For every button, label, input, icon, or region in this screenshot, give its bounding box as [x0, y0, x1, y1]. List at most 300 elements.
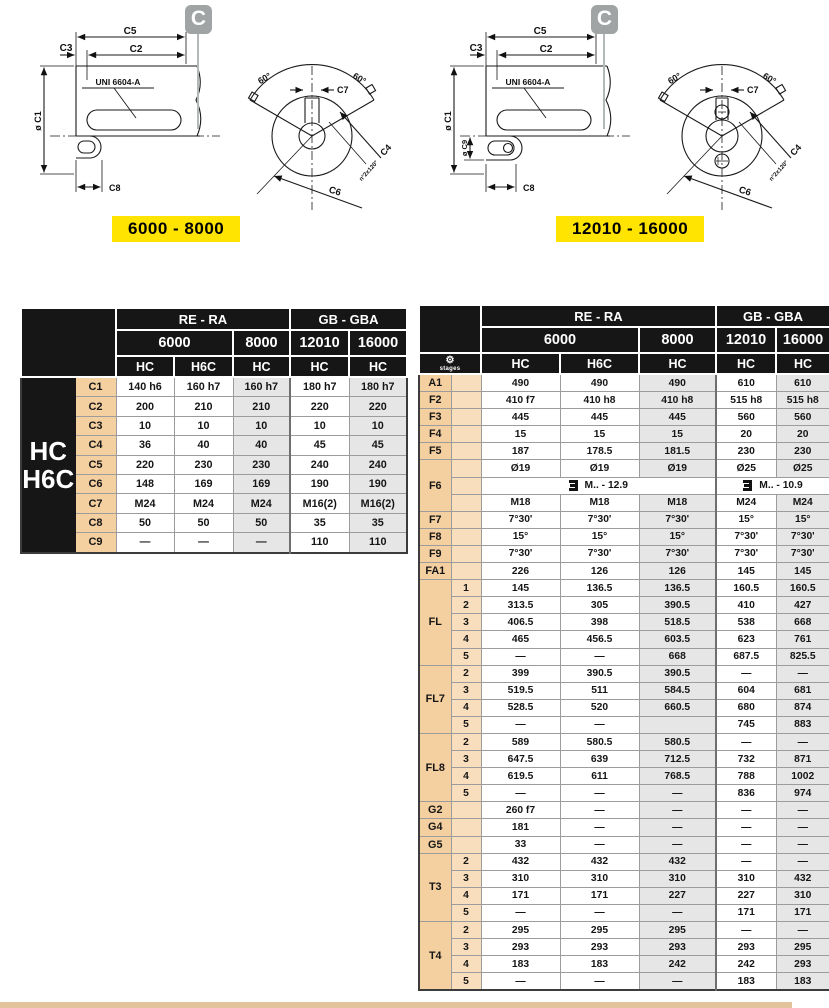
col-group-GBGBA: GB - GBA — [716, 305, 829, 327]
value-cell: 647.5 — [481, 751, 560, 768]
standard-label: UNI 6604-A — [505, 77, 551, 87]
dim-label-c3: C3 — [59, 43, 73, 54]
value-cell: 836 — [716, 785, 776, 802]
table-row — [419, 614, 829, 631]
value-cell: 15° — [639, 528, 716, 545]
value-cell: M24 — [116, 494, 174, 513]
row-label: FL8 — [419, 733, 451, 801]
stage-cell — [451, 443, 481, 460]
value-cell: — — [481, 785, 560, 802]
value-cell: 295 — [481, 922, 560, 939]
row-label: C4 — [75, 436, 116, 455]
value-cell: 190 — [290, 474, 349, 493]
table-row — [21, 436, 407, 455]
table-row — [21, 397, 407, 416]
row-label: C2 — [75, 397, 116, 416]
value-cell: 390.5 — [639, 665, 716, 682]
value-cell: 230 — [776, 443, 829, 460]
value-cell: 974 — [776, 785, 829, 802]
stage-cell: 5 — [451, 716, 481, 733]
table-row — [419, 956, 829, 973]
dim-label-c6: C6 — [327, 184, 343, 199]
value-cell: 180 h7 — [290, 377, 349, 397]
value-cell: 293 — [716, 939, 776, 956]
dim-label-c1: ø C1 — [33, 111, 43, 131]
value-cell: 410 h8 — [560, 392, 639, 409]
screw-class-icon — [743, 480, 754, 491]
dim-label-c8: C8 — [523, 183, 535, 193]
value-cell: 465 — [481, 631, 560, 648]
table-row — [419, 580, 829, 597]
stage-cell — [451, 392, 481, 409]
value-cell: 183 — [560, 956, 639, 973]
value-cell: 160 h7 — [233, 377, 290, 397]
value-cell: 604 — [716, 682, 776, 699]
value-cell: 260 f7 — [481, 802, 560, 819]
value-cell: — — [776, 819, 829, 836]
value-cell: 183 — [716, 973, 776, 991]
col-group-RERA: RE - RA — [116, 308, 290, 330]
value-cell: — — [560, 648, 639, 665]
value-cell: 220 — [290, 397, 349, 416]
variant-HC: HC — [481, 353, 560, 374]
value-cell: 825.5 — [776, 648, 829, 665]
value-cell: — — [560, 716, 639, 733]
value-cell: — — [116, 533, 174, 553]
value-cell: 7°30' — [560, 511, 639, 528]
value-cell: 874 — [776, 699, 829, 716]
value-cell: — — [716, 733, 776, 750]
size-8000: 8000 — [233, 330, 290, 356]
variant-HC: HC — [716, 353, 776, 374]
value-cell: 136.5 — [560, 580, 639, 597]
value-cell: 40 — [174, 436, 233, 455]
variant-HC: HC — [349, 356, 407, 377]
value-cell: 40 — [233, 436, 290, 455]
variant-HC: HC — [290, 356, 349, 377]
value-cell: — — [776, 802, 829, 819]
value-cell: 456.5 — [560, 631, 639, 648]
value-cell: 712.5 — [639, 751, 716, 768]
value-cell: 639 — [560, 751, 639, 768]
size-6000: 6000 — [481, 327, 639, 353]
value-cell: 187 — [481, 443, 560, 460]
value-cell — [639, 716, 716, 733]
stage-cell — [451, 477, 481, 494]
stage-cell — [451, 426, 481, 443]
stage-cell — [451, 511, 481, 528]
col-group-RERA: RE - RA — [481, 305, 716, 327]
value-cell: 171 — [560, 887, 639, 904]
stage-cell: 4 — [451, 887, 481, 904]
row-label: F4 — [419, 426, 451, 443]
value-cell: M24 — [716, 494, 776, 511]
table-row — [419, 853, 829, 870]
stage-cell: 5 — [451, 973, 481, 991]
value-cell: — — [716, 836, 776, 853]
value-cell: 15° — [560, 528, 639, 545]
stage-cell: 5 — [451, 904, 481, 921]
table-row — [419, 785, 829, 802]
value-cell: 788 — [716, 768, 776, 785]
value-cell: 242 — [716, 956, 776, 973]
value-cell: 230 — [716, 443, 776, 460]
value-cell: — — [639, 904, 716, 921]
table-row — [419, 409, 829, 426]
table-row — [419, 682, 829, 699]
value-cell: — — [716, 922, 776, 939]
value-cell: 445 — [639, 409, 716, 426]
value-cell: 668 — [776, 614, 829, 631]
value-cell: 515 h8 — [776, 392, 829, 409]
value-cell: — — [639, 785, 716, 802]
table-row — [21, 533, 407, 553]
table-row — [21, 455, 407, 474]
value-cell: 490 — [560, 374, 639, 392]
value-cell: 310 — [560, 870, 639, 887]
stage-cell — [451, 460, 481, 477]
table-row — [419, 973, 829, 991]
value-cell: 227 — [716, 887, 776, 904]
value-cell: 680 — [716, 699, 776, 716]
value-cell: — — [481, 973, 560, 991]
value-cell: 200 — [116, 397, 174, 416]
value-cell: 10 — [233, 416, 290, 435]
end-view — [249, 65, 382, 210]
table-row — [419, 836, 829, 853]
stage-cell — [451, 528, 481, 545]
value-cell: — — [481, 904, 560, 921]
stage-cell — [451, 563, 481, 580]
value-cell: 10 — [174, 416, 233, 435]
angle-label-right: 60° — [351, 70, 368, 87]
stage-cell: 4 — [451, 956, 481, 973]
value-cell: 560 — [716, 409, 776, 426]
value-cell: 190 — [349, 474, 407, 493]
table-row — [419, 460, 829, 477]
value-cell: 619.5 — [481, 768, 560, 785]
value-cell: — — [560, 973, 639, 991]
value-cell: 178.5 — [560, 443, 639, 460]
value-cell: 36 — [116, 436, 174, 455]
value-cell: 538 — [716, 614, 776, 631]
value-cell: 293 — [481, 939, 560, 956]
value-cell: 145 — [776, 563, 829, 580]
hole-pattern-label: n°2x120° — [768, 159, 790, 183]
stage-cell — [451, 374, 481, 392]
table-row — [419, 392, 829, 409]
size-12010: 12010 — [290, 330, 349, 356]
value-cell: 35 — [349, 513, 407, 532]
value-cell: Ø19 — [481, 460, 560, 477]
value-cell: — — [776, 733, 829, 750]
value-cell: 242 — [639, 956, 716, 973]
table-row — [419, 563, 829, 580]
row-label: C5 — [75, 455, 116, 474]
value-cell: 230 — [233, 455, 290, 474]
table-row — [419, 511, 829, 528]
value-cell: 687.5 — [716, 648, 776, 665]
value-cell: M18 — [639, 494, 716, 511]
col-group-GBGBA: GB - GBA — [290, 308, 407, 330]
table-row — [419, 819, 829, 836]
stage-cell — [451, 409, 481, 426]
value-cell: — — [776, 853, 829, 870]
stage-cell: 3 — [451, 870, 481, 887]
value-cell: 210 — [233, 397, 290, 416]
value-cell: — — [174, 533, 233, 553]
value-cell: 7°30' — [776, 545, 829, 562]
dim-label-c2: C2 — [539, 44, 553, 55]
table-row — [419, 870, 829, 887]
value-cell: M24 — [776, 494, 829, 511]
value-cell: 230 — [174, 455, 233, 474]
section-c-badge: C — [591, 5, 618, 34]
size-12010: 12010 — [716, 327, 776, 353]
row-label: T4 — [419, 922, 451, 991]
header-row-groups — [21, 308, 407, 330]
value-cell: — — [776, 836, 829, 853]
stage-cell — [451, 802, 481, 819]
value-cell: 171 — [776, 904, 829, 921]
stage-cell: 4 — [451, 631, 481, 648]
value-cell: 10 — [116, 416, 174, 435]
value-cell: M18 — [560, 494, 639, 511]
series-name: HC — [29, 435, 68, 466]
value-cell: 10 — [349, 416, 407, 435]
table-row — [21, 513, 407, 532]
value-cell: 110 — [290, 533, 349, 553]
value-cell: 410 — [716, 597, 776, 614]
stage-cell: 3 — [451, 751, 481, 768]
value-cell: 7°30' — [481, 511, 560, 528]
table-row — [419, 648, 829, 665]
table-row — [21, 474, 407, 493]
variant-HC: HC — [116, 356, 174, 377]
value-cell: 136.5 — [639, 580, 716, 597]
stage-cell: 3 — [451, 939, 481, 956]
row-label: C6 — [75, 474, 116, 493]
value-cell: 528.5 — [481, 699, 560, 716]
value-cell: 15° — [716, 511, 776, 528]
value-cell: 10 — [290, 416, 349, 435]
value-cell: 761 — [776, 631, 829, 648]
value-cell: — — [560, 819, 639, 836]
value-cell: 160.5 — [776, 580, 829, 597]
value-cell: M24 — [174, 494, 233, 513]
table-row — [21, 377, 407, 397]
value-cell: 140 h6 — [116, 377, 174, 397]
value-cell: 183 — [776, 973, 829, 991]
value-cell: — — [639, 973, 716, 991]
side-view — [40, 32, 220, 192]
stage-cell: 4 — [451, 699, 481, 716]
variant-HC: HC — [639, 353, 716, 374]
screw-class-text: M.. - 10.9 — [759, 480, 803, 492]
value-cell: — — [233, 533, 290, 553]
value-cell: 623 — [716, 631, 776, 648]
row-label: C8 — [75, 513, 116, 532]
value-cell: 20 — [716, 426, 776, 443]
value-cell: M16(2) — [290, 494, 349, 513]
table-row — [419, 939, 829, 956]
value-cell: 432 — [776, 870, 829, 887]
dim-label-c4: C4 — [788, 142, 804, 158]
value-cell: Ø19 — [639, 460, 716, 477]
value-cell: 432 — [481, 853, 560, 870]
angle-label-right: 60° — [761, 70, 778, 87]
value-cell: 768.5 — [639, 768, 716, 785]
value-cell: 110 — [349, 533, 407, 553]
stage-cell: 2 — [451, 733, 481, 750]
value-cell: 518.5 — [639, 614, 716, 631]
end-view — [659, 65, 792, 210]
value-cell: 490 — [481, 374, 560, 392]
value-cell: 181 — [481, 819, 560, 836]
value-cell: 295 — [639, 922, 716, 939]
value-cell: 15 — [481, 426, 560, 443]
value-cell: 295 — [776, 939, 829, 956]
table-row — [419, 477, 829, 494]
standard-label: UNI 6604-A — [95, 77, 141, 87]
table-row — [419, 922, 829, 939]
value-cell: Ø25 — [776, 460, 829, 477]
value-cell: 310 — [639, 870, 716, 887]
value-cell: 390.5 — [560, 665, 639, 682]
value-cell: 181.5 — [639, 443, 716, 460]
row-label: C3 — [75, 416, 116, 435]
value-cell: 210 — [174, 397, 233, 416]
series-name: H6C — [22, 463, 75, 494]
value-cell: 171 — [481, 887, 560, 904]
value-cell: 445 — [481, 409, 560, 426]
value-cell: 883 — [776, 716, 829, 733]
value-cell: — — [560, 785, 639, 802]
value-cell: 169 — [233, 474, 290, 493]
series-side-label — [21, 377, 75, 553]
table-row — [419, 699, 829, 716]
corner — [419, 305, 481, 353]
row-label: F7 — [419, 511, 451, 528]
stage-cell: 2 — [451, 665, 481, 682]
value-cell: 732 — [716, 751, 776, 768]
dim-label-c4: C4 — [378, 142, 394, 158]
value-cell: 490 — [639, 374, 716, 392]
value-cell: 399 — [481, 665, 560, 682]
value-cell: — — [776, 665, 829, 682]
header-row-variants — [419, 353, 829, 374]
value-cell: 220 — [116, 455, 174, 474]
value-cell: 432 — [639, 853, 716, 870]
value-cell: 660.5 — [639, 699, 716, 716]
size-8000: 8000 — [639, 327, 716, 353]
stage-cell — [451, 819, 481, 836]
table-row — [419, 631, 829, 648]
value-cell: 7°30' — [716, 545, 776, 562]
row-label: C1 — [75, 377, 116, 397]
variant-H6C: H6C — [174, 356, 233, 377]
dim-label-c8: C8 — [109, 183, 121, 193]
value-cell: 148 — [116, 474, 174, 493]
value-cell: 15° — [481, 528, 560, 545]
corner — [21, 308, 116, 377]
value-cell: 611 — [560, 768, 639, 785]
stage-cell: 4 — [451, 768, 481, 785]
table-row — [419, 768, 829, 785]
value-cell: 20 — [776, 426, 829, 443]
value-cell: 145 — [716, 563, 776, 580]
value-cell: — — [639, 836, 716, 853]
angle-label-left: 60° — [256, 70, 273, 87]
dim-label-c3: C3 — [469, 43, 483, 54]
table-row — [21, 416, 407, 435]
value-cell: — — [639, 802, 716, 819]
stage-cell: 3 — [451, 682, 481, 699]
stage-cell — [451, 836, 481, 853]
dim-label-c7: C7 — [337, 85, 349, 95]
row-label: F3 — [419, 409, 451, 426]
value-cell: 580.5 — [560, 733, 639, 750]
value-cell: M16(2) — [349, 494, 407, 513]
value-cell: 681 — [776, 682, 829, 699]
value-cell: 7°30' — [776, 528, 829, 545]
value-cell: 310 — [776, 887, 829, 904]
badge-stem — [603, 33, 605, 129]
dim-label-c1: ø C1 — [443, 111, 453, 131]
section-c-badge: C — [185, 5, 212, 34]
row-label: FL7 — [419, 665, 451, 733]
value-cell: 313.5 — [481, 597, 560, 614]
value-cell: 310 — [716, 870, 776, 887]
value-cell: 169 — [174, 474, 233, 493]
value-cell: — — [560, 836, 639, 853]
value-cell: 511 — [560, 682, 639, 699]
value-cell: 1002 — [776, 768, 829, 785]
value-cell: 390.5 — [639, 597, 716, 614]
value-cell: 227 — [639, 887, 716, 904]
hole-pattern-label: n°2x120° — [358, 159, 380, 183]
screw-class-cell — [716, 477, 829, 494]
value-cell: 745 — [716, 716, 776, 733]
stage-cell — [451, 494, 481, 511]
value-cell: 15 — [560, 426, 639, 443]
value-cell: 520 — [560, 699, 639, 716]
value-cell: 50 — [174, 513, 233, 532]
value-cell: 589 — [481, 733, 560, 750]
row-label: G2 — [419, 802, 451, 819]
stages-icon: ⚙ — [445, 354, 455, 366]
value-cell: — — [481, 648, 560, 665]
value-cell: 610 — [716, 374, 776, 392]
table-row — [419, 528, 829, 545]
value-cell: 293 — [776, 956, 829, 973]
value-cell: 35 — [290, 513, 349, 532]
variant-HC: HC — [776, 353, 829, 374]
value-cell: — — [481, 716, 560, 733]
dim-label-c9: ø C9 — [460, 139, 469, 157]
table-row — [419, 426, 829, 443]
screw-class-text: M.. - 12.9 — [584, 480, 628, 492]
value-cell: — — [716, 802, 776, 819]
value-cell: 15° — [776, 511, 829, 528]
row-label: F6 — [419, 460, 451, 511]
value-cell: 50 — [116, 513, 174, 532]
value-cell: 410 h8 — [639, 392, 716, 409]
row-label: F8 — [419, 528, 451, 545]
shaft-drawing-6000-8000 — [14, 24, 406, 214]
table-row — [419, 904, 829, 921]
value-cell: 515 h8 — [716, 392, 776, 409]
